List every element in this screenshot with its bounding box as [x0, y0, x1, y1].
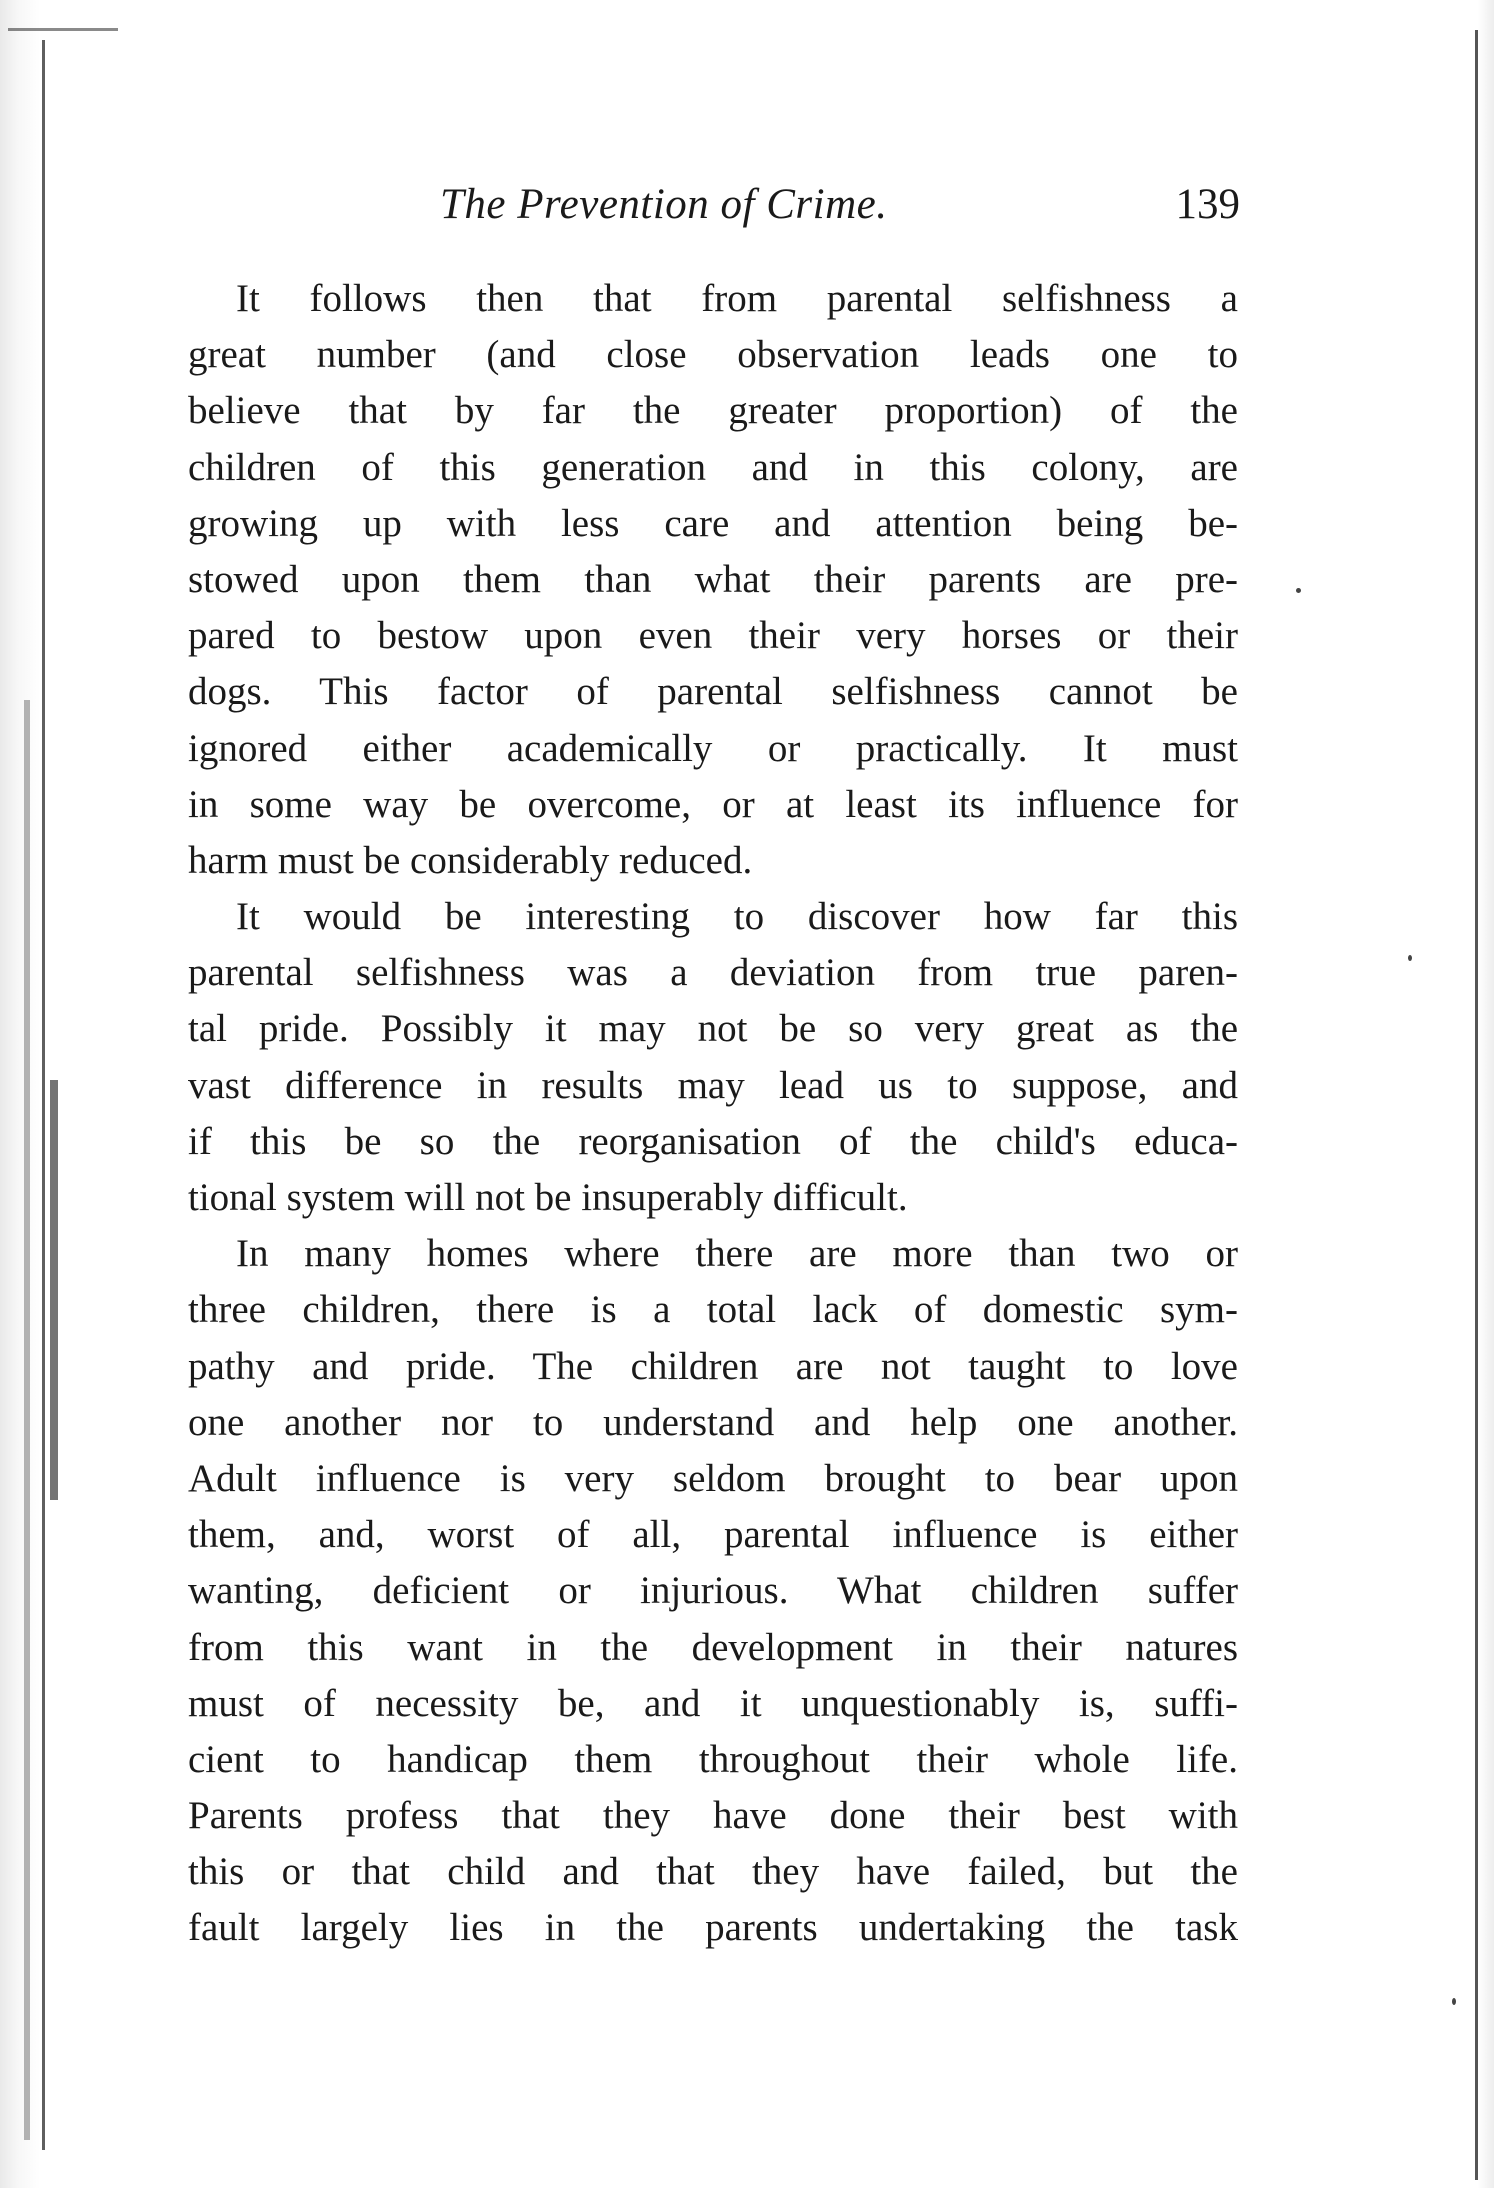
text-line: believe that by far the greater proportion) of the [188, 389, 1238, 433]
text-line: wanting, deficient or injurious. What children suffer [188, 1569, 1238, 1613]
text-line: dogs. This factor of parental selfishness cannot be [188, 670, 1238, 714]
gutter-top-mark [8, 28, 118, 31]
text-line: It follows then that from parental selfishness a [236, 277, 1238, 320]
text-line: if this be so the reorganisation of the child's educa- [188, 1119, 1238, 1163]
text-line: It would be interesting to discover how far this [236, 895, 1238, 939]
text-line: cient to handicap them throughout their whole life. [188, 1737, 1238, 1781]
book-gutter [0, 0, 120, 2188]
paragraph-2 [188, 889, 1238, 1226]
text-line: must of necessity be, and it unquestionably is, suffi- [188, 1681, 1238, 1725]
text-line: stowed upon them than what their parents are pre- [188, 557, 1238, 601]
page-header [190, 180, 1240, 250]
text-line: growing up with less care and attention being be- [188, 501, 1238, 545]
text-line: in some way be overcome, or at least its influence for [188, 782, 1238, 826]
text-line: them, and, worst of all, parental influence is either [188, 1513, 1238, 1557]
page-number: 139 [1175, 181, 1240, 228]
text-line: great number (and close observation leads one to [188, 333, 1238, 377]
text-line: from this want in the development in their natures [188, 1625, 1238, 1669]
text-line: fault largely lies in the parents undertaking the task [188, 1906, 1238, 1950]
text-line: this or that child and that they have failed, but the [188, 1850, 1238, 1894]
text-line: pared to bestow upon even their very horses or their [188, 614, 1238, 658]
text-line: tal pride. Possibly it may not be so very great as the [188, 1007, 1238, 1051]
text-line: Parents profess that they have done their best with [188, 1794, 1238, 1838]
text-line: vast difference in results may lead us to suppose, and [188, 1063, 1238, 1107]
page-edge-line [1475, 30, 1478, 2180]
paragraph-3 [188, 1226, 1238, 1956]
text-line: pathy and pride. The children are not taught to love [188, 1344, 1238, 1388]
gutter-dark-streak [50, 1080, 58, 1500]
text-line: harm must be considerably reduced. [188, 838, 753, 882]
text-line: ignored either academically or practically. It must [188, 726, 1238, 770]
gutter-shadow-band [24, 700, 30, 2140]
running-title: The Prevention of Crime. [440, 181, 888, 228]
text-line: In many homes where there are more than two or [236, 1232, 1238, 1276]
text-line: tional system will not be insuperably difficult. [188, 1176, 908, 1219]
page-body [188, 271, 1238, 1957]
paragraph-1 [188, 271, 1238, 889]
page-edge-shadow [1478, 0, 1494, 2188]
scan-speck [1452, 1998, 1456, 2005]
text-line: parental selfishness was a deviation from true paren- [188, 951, 1238, 995]
text-line: three children, there is a total lack of domestic sym- [188, 1288, 1238, 1332]
scan-speck [1296, 588, 1301, 593]
text-line: children of this generation and in this colony, are [188, 445, 1238, 489]
gutter-shadow-line [42, 40, 45, 2150]
text-line: Adult influence is very seldom brought to bear upon [188, 1456, 1238, 1500]
scan-speck [1408, 955, 1412, 961]
text-line: one another nor to understand and help one another. [188, 1400, 1238, 1444]
